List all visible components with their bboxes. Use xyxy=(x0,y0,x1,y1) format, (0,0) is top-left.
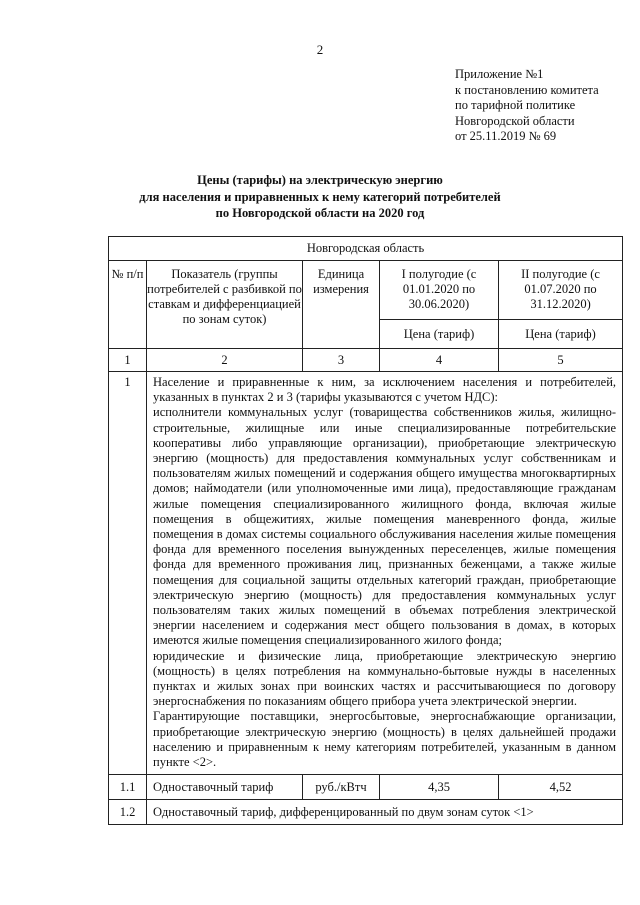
table-row xyxy=(109,800,623,825)
document-title xyxy=(0,172,640,222)
row-number: 1 xyxy=(109,372,147,775)
appendix-line: Приложение №1 xyxy=(455,67,544,81)
column-number: 1 xyxy=(109,349,147,372)
appendix-line: к постановлению комитета xyxy=(455,82,599,97)
tariff-value-h2: 4,52 xyxy=(499,775,623,800)
appendix-line: от 25.11.2019 № 69 xyxy=(455,129,557,143)
appendix-line: по тарифной политике xyxy=(455,98,576,112)
column-number: 2 xyxy=(147,349,303,372)
appendix-block xyxy=(455,67,599,145)
column-number-row xyxy=(109,349,623,372)
appendix-line: Новгородской области xyxy=(455,113,575,128)
page-number: 2 xyxy=(316,42,324,57)
table-row xyxy=(109,775,623,800)
title-line: для населения и приравненных к нему категорий потребителей xyxy=(139,189,501,204)
header-price-1: Цена (тариф) xyxy=(380,320,499,349)
tariff-value-h1: 4,35 xyxy=(380,775,499,800)
title-line: Цены (тарифы) на электрическую энергию xyxy=(197,173,443,187)
description-paragraph: юридические и физические лица, приобретающие электрическую энергию (мощность) в целях потребления на коммунально-бытовые нужды в населенных пунктах и жилых зонах при воинских частях и рассчитывающиеся по договору энергоснабжения по показаниям общего прибора учета электрической энергии. xyxy=(153,648,617,709)
tariff-table xyxy=(108,236,623,825)
tariff-label: Одноставочный тариф xyxy=(147,775,303,800)
row-number: 1.2 xyxy=(109,800,147,825)
header-half-year-2: II полугодие (с 01.07.2020 по 31.12.2020) xyxy=(499,261,623,320)
header-num: № п/п xyxy=(109,261,147,349)
header-indicator: Показатель (группы потребителей с разбивкой по ставкам и дифференциацией по зонам суток) xyxy=(147,261,303,349)
description-paragraph: исполнители коммунальных услуг (товарищества собственников жилья, жилищно-строительные, жилищные или иные специализированные потребительские кооперативы либо управляющие организации), приобретающие электрическую энергию (мощность) для предоставления коммунальных услуг собственникам и пользователям жилых помещений и содержания общего имущества многоквартирных домов; наймодатели (или уполномоченные ими лица), предоставляющие гражданам жилые помещения специализированного жилищного фонда, включая жилые помещения в общежитиях, жилые помещения маневренного фонда, жилые помещения в домах системы социального обслуживания населения жилые помещения фонда для временного поселения вынужденных переселенцев, жилые помещения фонда для временного проживания лиц, признанных беженцами, а также жилые помещения для социальной защиты отдельных категорий граждан, приобретающие электрическую энергию (мощность) для предоставления коммунальных услуг пользователям таких жилых помещений в объемах потребления электрической энергии населением и содержания мест общего пользования в домах, в которых имеются жилые помещения специализированного жилого фонда; xyxy=(153,405,617,648)
region-header: Новгородская область xyxy=(109,237,623,261)
header-half-year-1: I полугодие (с 01.01.2020 по 30.06.2020) xyxy=(380,261,499,320)
tariff-label: Одноставочный тариф, дифференцированный по двум зонам суток <1> xyxy=(147,800,623,825)
header-price-2: Цена (тариф) xyxy=(499,320,623,349)
column-number: 3 xyxy=(303,349,380,372)
description-paragraph: Население и приравненные к ним, за исключением населения и потребителей, указанных в пунктах 2 и 3 (тарифы указываются с учетом НДС): xyxy=(153,375,617,405)
column-number: 5 xyxy=(499,349,623,372)
column-number: 4 xyxy=(380,349,499,372)
row-number: 1.1 xyxy=(109,775,147,800)
description-paragraph: Гарантирующие поставщики, энергосбытовые, энергоснабжающие организации, приобретающие электрическую энергию (мощность) в целях дальнейшей продажи населению и приравненным к нему категориям потребителей, указанным в данном пункте <2>. xyxy=(153,709,617,770)
table-row xyxy=(109,372,623,775)
consumer-description xyxy=(147,372,623,775)
header-unit: Единица измерения xyxy=(303,261,380,349)
title-line: по Новгородской области на 2020 год xyxy=(215,206,425,220)
tariff-unit: руб./кВтч xyxy=(303,775,380,800)
